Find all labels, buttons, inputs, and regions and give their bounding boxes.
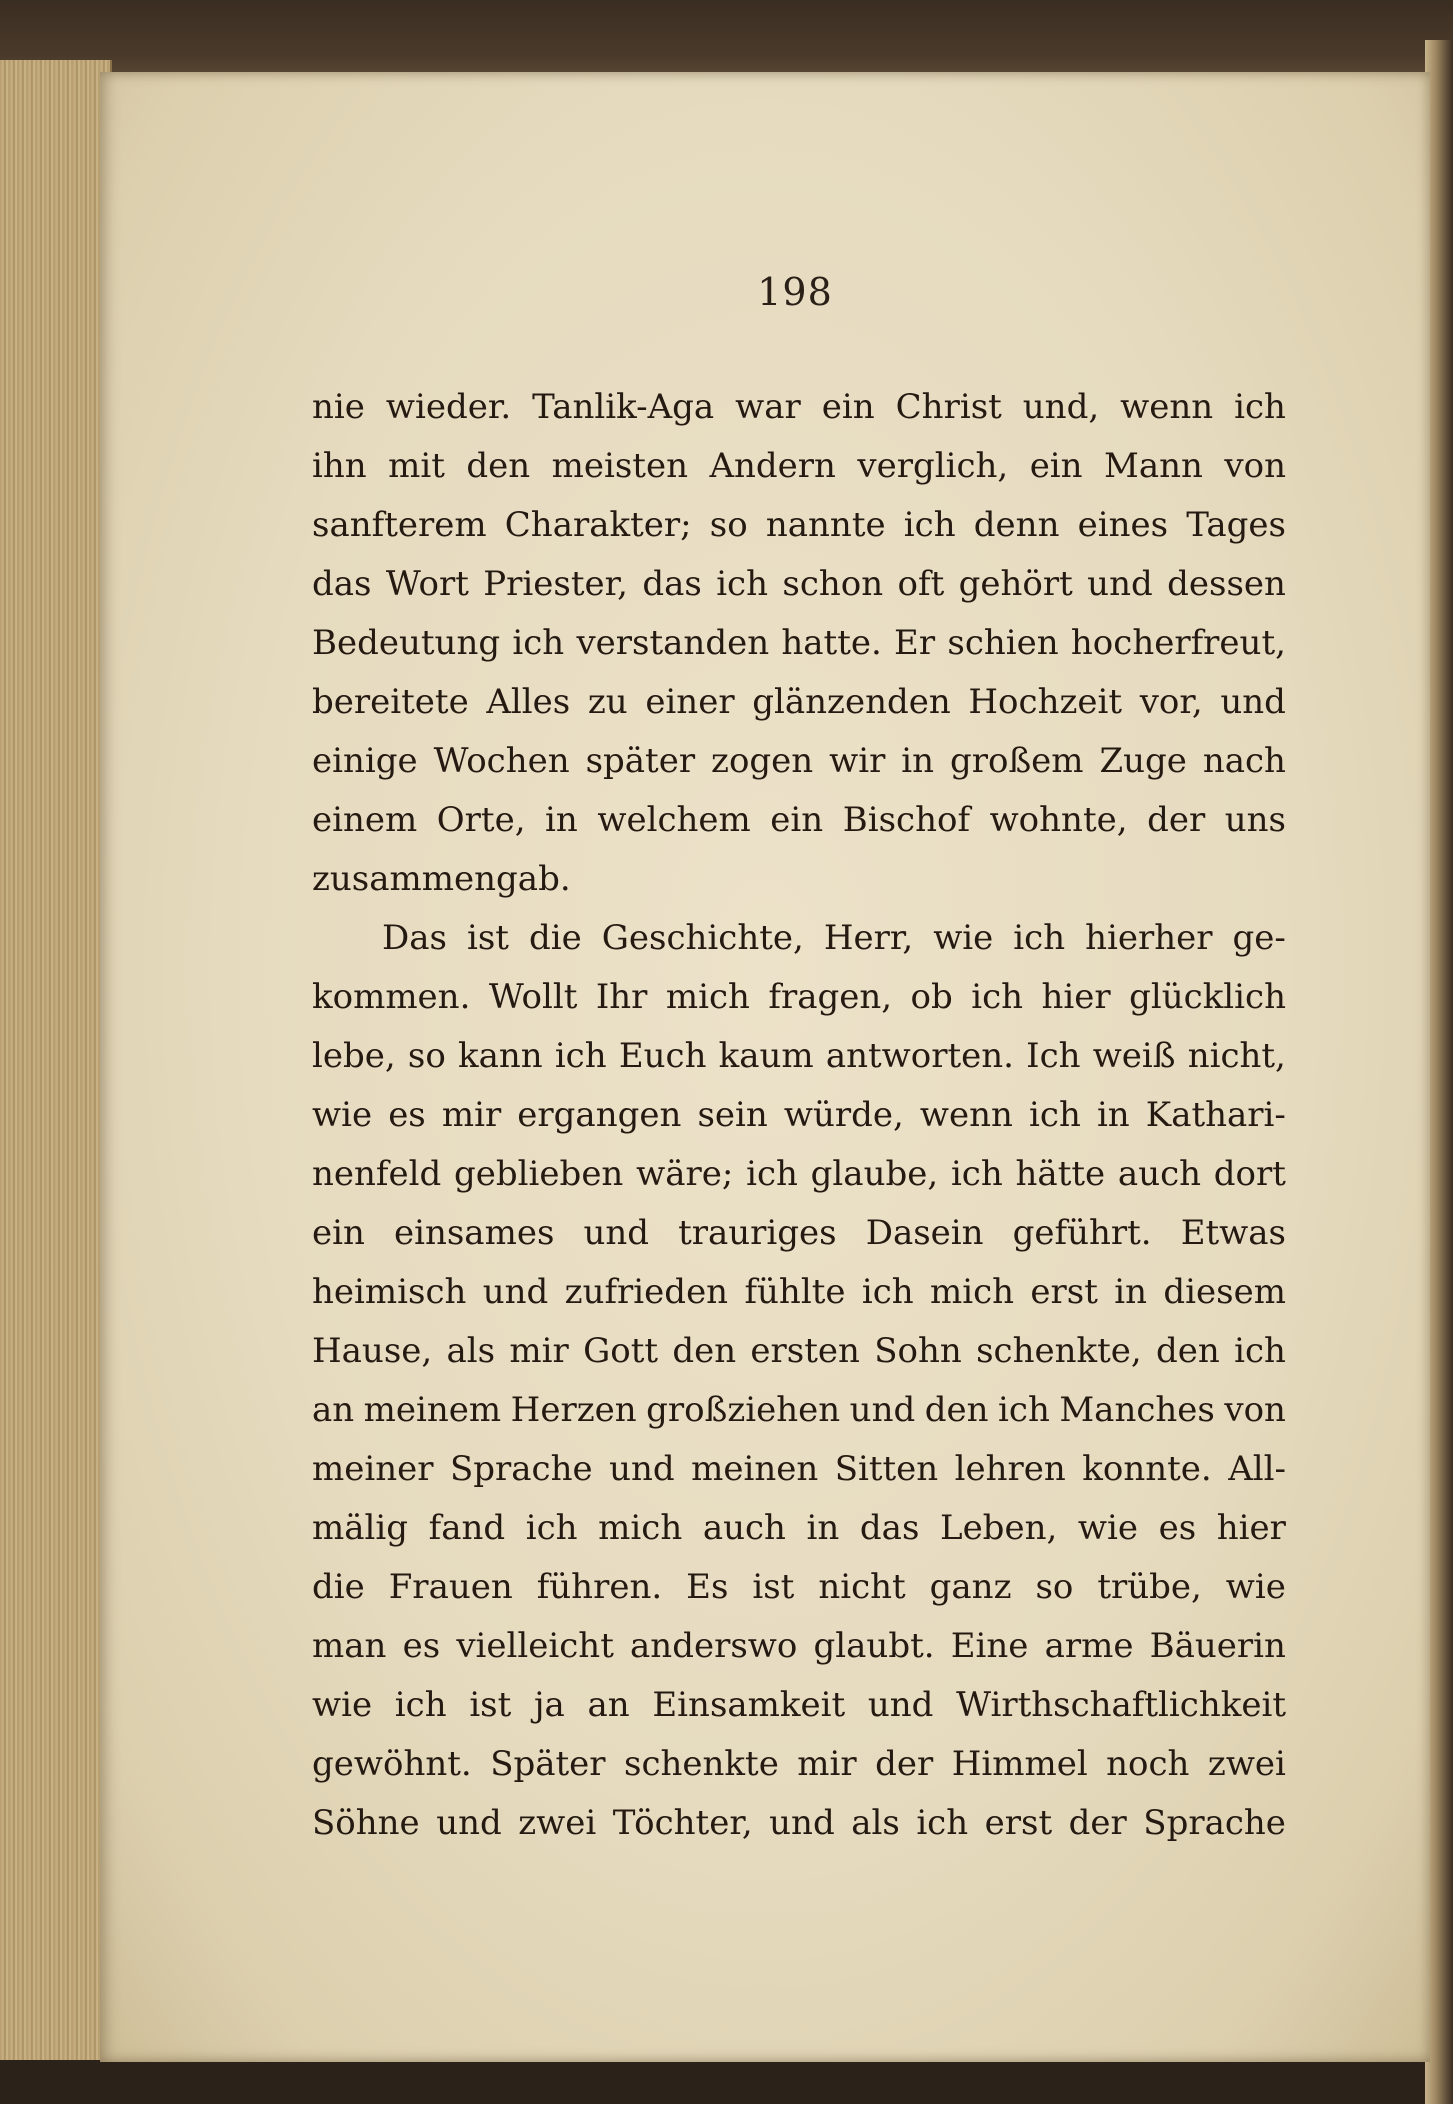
word: mälig (312, 1508, 409, 1548)
word: glaube, (810, 1154, 939, 1194)
word: an (312, 1390, 355, 1430)
word: arme (1044, 1626, 1134, 1666)
word: mir (441, 1095, 502, 1135)
word: gewöhnt. (312, 1744, 472, 1784)
word: so (407, 1036, 446, 1076)
text-line (312, 909, 1286, 968)
page-number: 198 (757, 270, 833, 314)
word: ge- (1232, 918, 1286, 958)
word: den (924, 1390, 989, 1430)
word: ich (903, 505, 956, 545)
word: in (545, 800, 578, 840)
word: Ich (1026, 1036, 1081, 1076)
word: Manches (1059, 1390, 1215, 1430)
text-line (312, 614, 1286, 673)
word: Sohn (874, 1331, 962, 1371)
word: eines (1077, 505, 1169, 545)
word: auch (1117, 1154, 1202, 1194)
word: mir (509, 1331, 569, 1371)
word: noch (1106, 1744, 1190, 1784)
word: ob (910, 977, 953, 1017)
word: wenn (919, 1095, 1013, 1135)
text-line (312, 437, 1286, 496)
word: ich (716, 564, 769, 604)
word: ich (971, 977, 1024, 1017)
word: Charakter; (504, 505, 692, 545)
word: und, (1022, 387, 1100, 427)
word: meinen (691, 1449, 819, 1489)
word: mich (930, 1272, 1015, 1312)
word: in (1114, 1272, 1148, 1312)
word: und (436, 1803, 502, 1843)
word: Dasein (865, 1213, 984, 1253)
word: nie (312, 387, 365, 427)
word: es (388, 1095, 426, 1135)
word: es (1158, 1508, 1197, 1548)
text-line (312, 378, 1286, 437)
word: anderswo (630, 1626, 798, 1666)
word: Tages (1186, 505, 1286, 545)
word: in (806, 1508, 840, 1548)
word: uns (1224, 800, 1286, 840)
word: mich (598, 1508, 683, 1548)
word: trauriges (678, 1213, 837, 1253)
word: einige (312, 741, 418, 781)
word: so (709, 505, 748, 545)
word: Gott (583, 1331, 659, 1371)
text-line (312, 968, 1286, 1027)
word: ich (525, 1508, 578, 1548)
word: einer (645, 682, 735, 722)
word: nicht, (1187, 1036, 1286, 1076)
word: nenfeld (312, 1154, 442, 1194)
word: es (402, 1626, 441, 1666)
word: Sprache (449, 1449, 593, 1489)
word: verstanden (576, 623, 770, 663)
word: nach (1202, 741, 1286, 781)
word: zogen (711, 741, 814, 781)
word: wie (933, 918, 994, 958)
word: würde, (783, 1095, 904, 1135)
word: wie (1225, 1567, 1286, 1607)
word: als (851, 1803, 900, 1843)
word: kaum (718, 1036, 814, 1076)
word: erst (1030, 1272, 1098, 1312)
word: an (587, 1685, 630, 1725)
word: Herr, (823, 918, 914, 958)
book-cover-top (0, 0, 1453, 80)
text-line (312, 1322, 1286, 1381)
word: wir (829, 741, 886, 781)
word: von (1224, 1390, 1286, 1430)
word: denn (973, 505, 1060, 545)
text-line (312, 1794, 1286, 1853)
word: oft (897, 564, 945, 604)
text-line (312, 1145, 1286, 1204)
word: ich (998, 1390, 1050, 1430)
word: Eine (950, 1626, 1029, 1666)
word: großziehen (646, 1390, 841, 1430)
word: Euch (618, 1036, 707, 1076)
word: heimisch (312, 1272, 467, 1312)
word: gehört (958, 564, 1073, 604)
page-edges-stack (0, 60, 112, 2060)
word: zwei (1207, 1744, 1286, 1784)
word: ich (1013, 918, 1066, 958)
text-line (312, 1263, 1286, 1322)
word: Einsamkeit (652, 1685, 846, 1725)
text-line (312, 1558, 1286, 1617)
word: schien (947, 623, 1059, 663)
word: ich (1234, 387, 1286, 427)
word: ich (916, 1803, 969, 1843)
word: Herzen (510, 1390, 637, 1430)
word: den (466, 446, 531, 486)
word: lebe, (312, 1036, 396, 1076)
word: Sitten (834, 1449, 939, 1489)
word: bereitete (312, 682, 469, 722)
word: man (312, 1626, 387, 1666)
word: Frauen (388, 1567, 513, 1607)
word: Zuge (1099, 741, 1187, 781)
word: als (446, 1331, 496, 1371)
word: auch (702, 1508, 786, 1548)
word: hatte. (781, 623, 882, 663)
word: geführt. (1012, 1213, 1152, 1253)
word: in (1096, 1095, 1130, 1135)
word: wie (312, 1685, 373, 1725)
word: ein (821, 387, 875, 427)
word: Priester, (483, 564, 628, 604)
word: ist (469, 1685, 512, 1725)
word: Hochzeit (968, 682, 1123, 722)
word: vielleicht (456, 1626, 614, 1666)
word: wäre; (636, 1154, 734, 1194)
word: Wochen (433, 741, 570, 781)
word: ganz (929, 1567, 1012, 1607)
page-text-block (312, 378, 1286, 1853)
word: Tanlik-Aga (532, 387, 715, 427)
word: der (1147, 800, 1206, 840)
text-line (312, 1204, 1286, 1263)
word: in (901, 741, 935, 781)
word: ich (861, 1272, 914, 1312)
word: Ihr (595, 977, 648, 1017)
text-line (312, 850, 1286, 909)
word: wie (1077, 1508, 1138, 1548)
word: und (1087, 564, 1153, 604)
text-line (312, 1086, 1286, 1145)
word: führen. (536, 1567, 663, 1607)
word: von (1224, 446, 1286, 486)
word: meisten (551, 446, 688, 486)
word: vor, (1139, 682, 1203, 722)
word: ein (312, 1213, 365, 1253)
word: wieder. (385, 387, 512, 427)
word: das (642, 564, 702, 604)
word: Er (894, 623, 936, 663)
word: weiß (1092, 1036, 1176, 1076)
word: ist (466, 918, 509, 958)
word: Hause, (312, 1331, 433, 1371)
word: war (735, 387, 801, 427)
text-line (312, 1381, 1286, 1440)
word: der (875, 1744, 934, 1784)
word: Christ (895, 387, 1002, 427)
word: diesem (1163, 1272, 1286, 1312)
word: zusammengab. (312, 859, 571, 899)
word: ich (554, 1036, 607, 1076)
word: zufrieden (564, 1272, 729, 1312)
word: Bäuerin (1149, 1626, 1286, 1666)
word: geblieben (454, 1154, 624, 1194)
word: All- (1228, 1449, 1286, 1489)
word: Himmel (951, 1744, 1088, 1784)
word: Bedeutung (312, 623, 501, 663)
word: ich (746, 1154, 798, 1194)
word: glaubt. (813, 1626, 935, 1666)
word: fand (428, 1508, 506, 1548)
text-line (312, 1027, 1286, 1086)
word: mich (665, 977, 750, 1017)
word: mit (388, 446, 445, 486)
word: zwei (518, 1803, 597, 1843)
word: ihn (312, 446, 367, 486)
word: Söhne (312, 1803, 420, 1843)
word: Bischof (842, 800, 971, 840)
word: Orte, (436, 800, 526, 840)
word: Mann (1104, 446, 1203, 486)
word: Sprache (1143, 1803, 1286, 1843)
word: und (609, 1449, 675, 1489)
word: später (585, 741, 696, 781)
text-line (312, 555, 1286, 614)
word: Töchter, (612, 1803, 753, 1843)
word: erst (984, 1803, 1053, 1843)
word: meinem (363, 1390, 502, 1430)
word: ja (534, 1685, 565, 1725)
word: hierher (1085, 918, 1213, 958)
word: zu (587, 682, 628, 722)
word: den (1156, 1331, 1220, 1371)
word: hätte (1015, 1154, 1106, 1194)
word: ich (1029, 1095, 1081, 1135)
word: schenkte (624, 1744, 779, 1784)
text-line (312, 1440, 1286, 1499)
word: die (312, 1567, 365, 1607)
word: meiner (312, 1449, 434, 1489)
word: sein (697, 1095, 768, 1135)
word: das (859, 1508, 920, 1548)
text-line (312, 1676, 1286, 1735)
text-line (312, 1735, 1286, 1794)
text-line (312, 791, 1286, 850)
word: wenn (1120, 387, 1214, 427)
word: und (1220, 682, 1286, 722)
word: nannte (765, 505, 886, 545)
word: dessen (1167, 564, 1286, 604)
word: Wort (385, 564, 469, 604)
word: Etwas (1180, 1213, 1286, 1253)
word: kann (457, 1036, 543, 1076)
word: sanfterem (312, 505, 487, 545)
word: die (528, 918, 582, 958)
word: der (1068, 1803, 1127, 1843)
word: hocherfreut, (1070, 623, 1286, 663)
word: fühlte (744, 1272, 846, 1312)
word: glänzenden (752, 682, 951, 722)
word: kommen. (312, 977, 471, 1017)
word: verglich, (857, 446, 1009, 486)
word: Geschichte, (601, 918, 804, 958)
word: konnte. (1082, 1449, 1212, 1489)
word: ich (1234, 1331, 1286, 1371)
word: und (769, 1803, 835, 1843)
text-line (312, 732, 1286, 791)
word: einsames (393, 1213, 555, 1253)
word: ist (752, 1567, 795, 1607)
word: ersten (750, 1331, 860, 1371)
text-line (312, 1617, 1286, 1676)
word: glücklich (1129, 977, 1286, 1017)
word: hier (1041, 977, 1111, 1017)
word: ich (394, 1685, 447, 1725)
word: und (482, 1272, 549, 1312)
word: wohnte, (989, 800, 1128, 840)
text-line (312, 496, 1286, 555)
text-line (312, 1499, 1286, 1558)
word: antworten. (825, 1036, 1014, 1076)
word: Alles (486, 682, 571, 722)
word: lehren (954, 1449, 1066, 1489)
text-line (312, 673, 1286, 732)
word: fragen, (768, 977, 893, 1017)
word: und (849, 1390, 916, 1430)
word: Es (686, 1567, 729, 1607)
word: ich (950, 1154, 1003, 1194)
word: ein (770, 800, 824, 840)
word: Später (490, 1744, 606, 1784)
word: nicht (818, 1567, 906, 1607)
word: so (1035, 1567, 1074, 1607)
word: Andern (709, 446, 836, 486)
word: ein (1029, 446, 1083, 486)
word: ich (512, 623, 565, 663)
word: ergangen (517, 1095, 682, 1135)
word: und (583, 1213, 650, 1253)
word: wie (312, 1095, 373, 1135)
word: und (867, 1685, 934, 1725)
word: Kathari- (1145, 1095, 1286, 1135)
word: mir (797, 1744, 857, 1784)
word: Leben, (939, 1508, 1058, 1548)
word: Das (382, 918, 447, 958)
word: Wollt (488, 977, 578, 1017)
word: dort (1213, 1154, 1286, 1194)
word: den (672, 1331, 737, 1371)
word: hier (1216, 1508, 1286, 1548)
word: Wirthschaftlichkeit (956, 1685, 1286, 1725)
word: schon (782, 564, 884, 604)
word: großem (949, 741, 1084, 781)
word: schenkte, (976, 1331, 1142, 1371)
word: welchem (597, 800, 751, 840)
word: einem (312, 800, 418, 840)
word: trübe, (1097, 1567, 1202, 1607)
word: das (312, 564, 372, 604)
